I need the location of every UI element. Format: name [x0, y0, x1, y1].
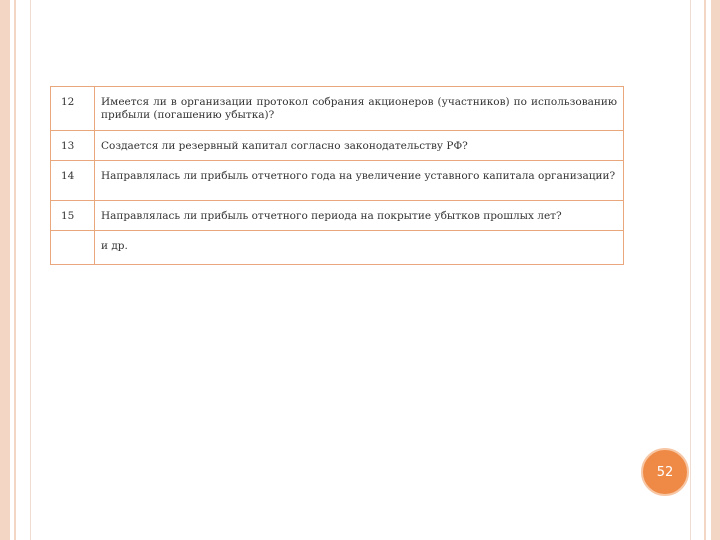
row-number: 14: [51, 161, 95, 201]
table-row: [51, 87, 624, 131]
page-number-badge: [641, 448, 689, 496]
row-number: [51, 231, 95, 265]
frame-left-line: [14, 0, 16, 540]
slide-border-right: [690, 0, 691, 540]
row-question: и др.: [95, 231, 624, 265]
table-row: [51, 231, 624, 265]
table-row: [51, 161, 624, 201]
page-number: 52: [656, 464, 674, 480]
row-question: Создается ли резервный капитал согласно законодательству РФ?: [95, 131, 624, 161]
frame-right-line: [704, 0, 706, 540]
row-question: Направлялась ли прибыль отчетного периода на покрытие убытков прошлых лет?: [95, 201, 624, 231]
frame-left-stripe: [0, 0, 10, 540]
questions-table: [50, 86, 624, 265]
row-number: 15: [51, 201, 95, 231]
row-number: 13: [51, 131, 95, 161]
table-row: [51, 131, 624, 161]
frame-right-stripe: [711, 0, 720, 540]
row-question: Имеется ли в организации протокол собрания акционеров (участников) по использованию прибыли (погашению убытка)?: [95, 87, 624, 131]
row-question: Направлялась ли прибыль отчетного года на увеличение уставного капитала организации?: [95, 161, 624, 201]
table-row: [51, 201, 624, 231]
row-number: 12: [51, 87, 95, 131]
slide-border-left: [30, 0, 31, 540]
